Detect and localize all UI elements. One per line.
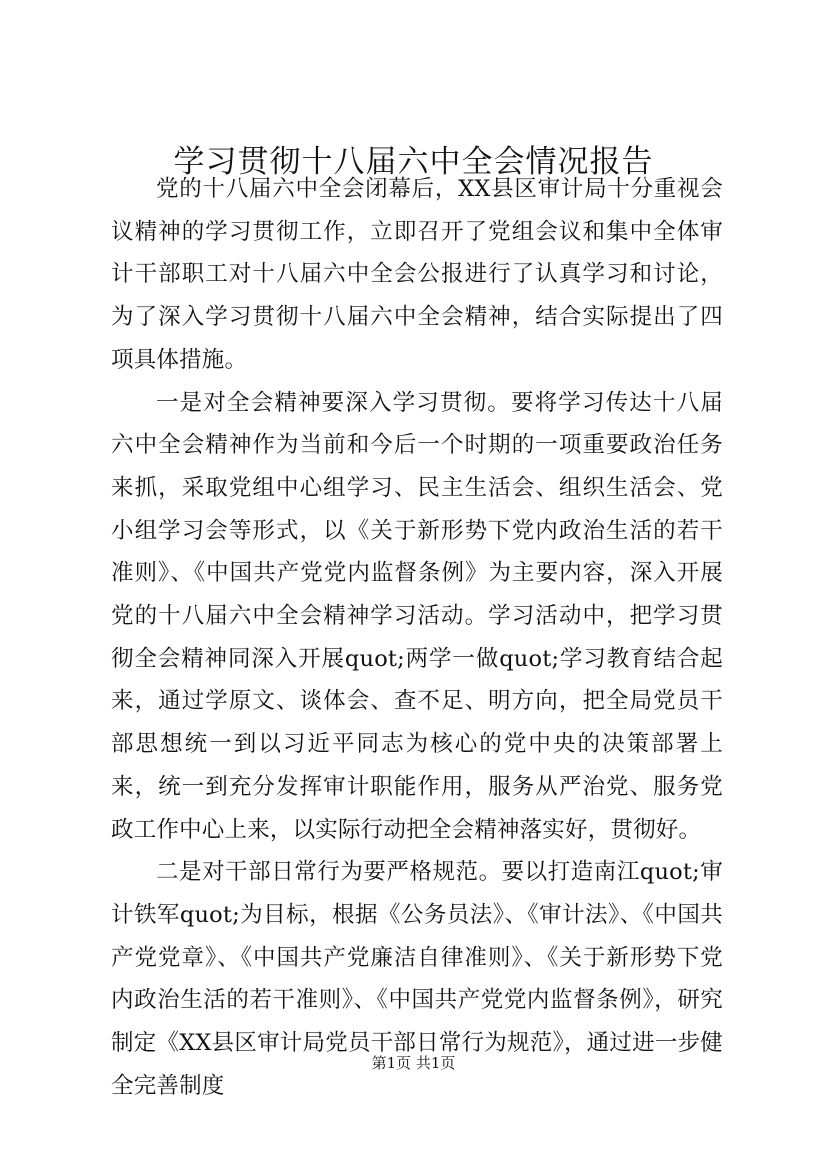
document-body xyxy=(111,168,723,1107)
document-title: 学习贯彻十八届六中全会情况报告 xyxy=(173,144,654,180)
paragraph-measure-one: 一是对全会精神要深入学习贯彻。要将学习传达十八届六中全会精神作为当前和今后一个时期的一项重要政治任务来抓，采取党组中心组学习、民主生活会、组织生活会、党小组学习会等形式，以《关于新形势下党内政治生活的若干准则》、《中国共产党党内监督条例》为主要内容，深入开展党的十八届六中全会精神学习活动。学习活动中，把学习贯彻全会精神同深入开展quot;两学一做quot;学习教育结合起来，通过学原文、谈体会、查不足、明方向，把全局党员干部思想统一到以习近平同志为核心的党中央的决策部署上来，统一到充分发挥审计职能作用，服务从严治党、服务党政工作中心上来，以实际行动把全会精神落实好，贯彻好。 xyxy=(111,389,723,843)
paragraph-intro: 党的十八届六中全会闭幕后，XX县区审计局十分重视会议精神的学习贯彻工作，立即召开了党组会议和集中全体审计干部职工对十八届六中全会公报进行了认真学习和讨论，为了深入学习贯彻十八届六中全会精神，结合实际提出了四项具体措施。 xyxy=(111,176,723,373)
page-number-footer: 第1页 共1页 xyxy=(371,1054,456,1072)
paragraph-measure-two: 二是对干部日常行为要严格规范。要以打造南江quot;审计铁军quot;为目标，根据《公务员法》、《审计法》、《中国共产党党章》、《中国共产党廉洁自律准则》、《关于新形势下党内政治生活的若干准则》、《中国共产党党内监督条例》，研究制定《XX县区审计局党员干部日常行为规范》，通过进一步健全完善制度 xyxy=(111,859,723,1099)
